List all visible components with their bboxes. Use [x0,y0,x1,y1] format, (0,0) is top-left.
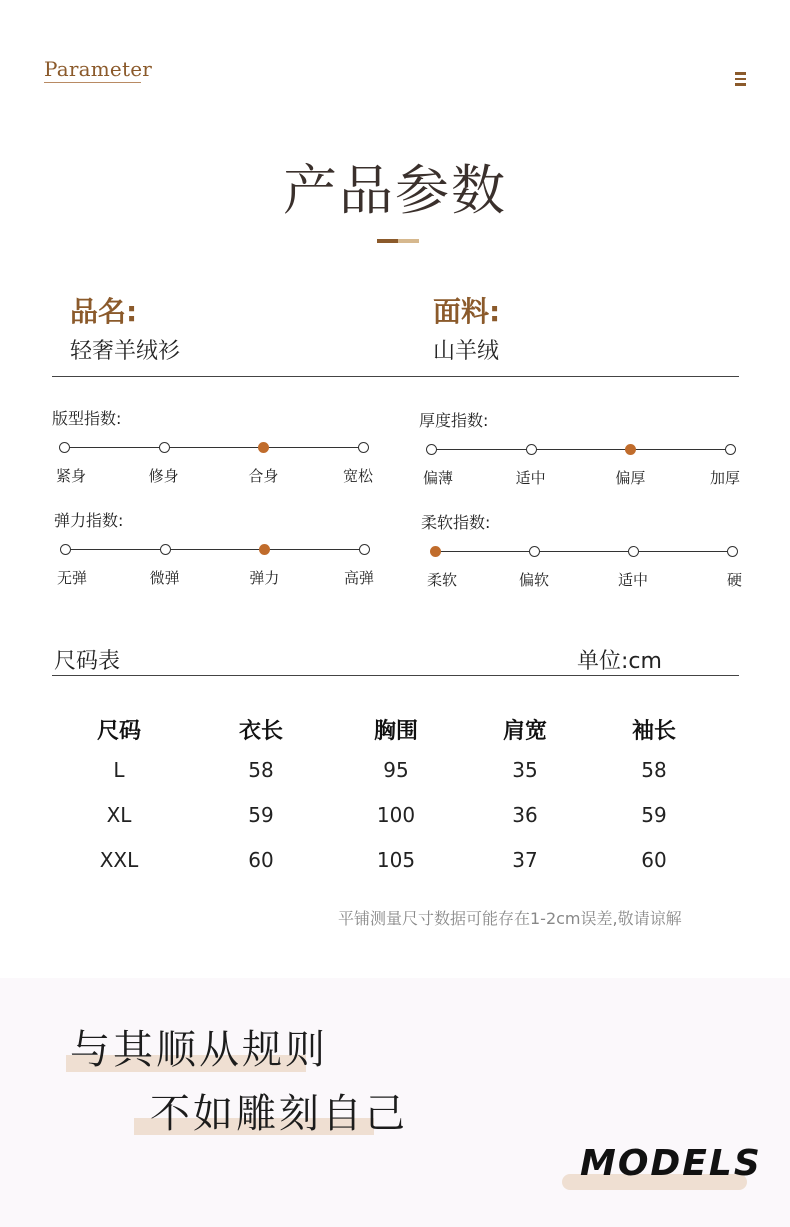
elasticity-option-dot [60,544,71,555]
thickness-option-dot [526,444,537,455]
header-length: 衣长 [238,719,283,744]
fit-index-scale [56,447,374,485]
cell-length: 59 [248,803,274,827]
fabric-value: 山羊绒 [433,339,500,364]
softness-option-label: 偏软 [519,571,550,589]
softness-option-dot [628,546,639,557]
softness-option-dot [430,546,441,557]
cell-shoulder: 35 [512,758,538,782]
cell-chest: 95 [383,758,409,782]
header-size: 尺码 [96,719,141,744]
header-chest: 胸围 [373,719,418,744]
fit-option-dot [358,442,369,453]
header-sleeve: 袖长 [631,719,676,744]
cell-size: XXL [99,848,139,872]
thickness-index-scale [423,449,741,487]
elasticity-option-label: 无弹 [57,569,88,587]
thickness-option-dot [426,444,437,455]
softness-index-title: 柔软指数: [421,513,491,532]
size-chart-title: 尺码表 [54,649,121,674]
fit-option-dot [258,442,269,453]
cell-shoulder: 36 [512,803,538,827]
product-name-value: 轻奢羊绒衫 [70,339,181,364]
cell-chest: 100 [376,803,416,827]
measurement-note: 平铺测量尺寸数据可能存在1-2cm误差,敬请谅解 [338,909,682,928]
cell-length: 60 [248,848,274,872]
elasticity-option-dot [259,544,270,555]
elasticity-index-title: 弹力指数: [54,511,124,530]
cell-length: 58 [248,758,274,782]
header-shoulder: 肩宽 [502,719,547,744]
page-title: 产品参数 [283,159,507,222]
elasticity-option-label: 高弹 [344,569,375,587]
cell-size: XL [106,803,132,827]
cell-shoulder: 37 [512,848,538,872]
softness-option-dot [529,546,540,557]
brand-underline [44,82,141,83]
thickness-option-dot [725,444,736,455]
softness-option-label: 适中 [618,571,649,589]
thickness-option-label: 加厚 [710,469,741,487]
size-chart-unit: 单位:cm [577,649,662,674]
fabric-label: 面料: [433,295,501,328]
thickness-option-label: 偏薄 [423,469,454,487]
menu-icon[interactable] [735,72,746,86]
softness-option-label: 柔软 [427,571,458,589]
fit-option-label: 紧身 [56,467,87,485]
elasticity-option-label: 弹力 [249,569,280,587]
cell-sleeve: 59 [641,803,667,827]
softness-option-dot [727,546,738,557]
thickness-option-dot [625,444,636,455]
fit-option-label: 修身 [148,467,179,485]
cell-sleeve: 58 [641,758,667,782]
softness-index-scale [427,551,743,589]
fit-option-dot [59,442,70,453]
thickness-option-label: 适中 [515,469,546,487]
softness-option-label: 硬 [727,571,743,589]
title-accent-bar [377,239,419,243]
cell-size: L [113,758,125,782]
brand-label: Parameter [44,57,153,81]
fit-option-label: 合身 [248,467,279,485]
thickness-option-label: 偏厚 [615,469,646,487]
thickness-index-title: 厚度指数: [419,411,489,430]
slogan-line-1: 与其顺从规则 [70,1027,328,1073]
info-divider [52,376,739,377]
slogan-line-2: 不如雕刻自己 [150,1091,408,1137]
elasticity-option-dot [160,544,171,555]
size-chart-divider [52,675,739,676]
models-label: MODELS [580,1143,762,1184]
fit-option-label: 宽松 [343,467,374,485]
product-name-label: 品名: [70,295,138,328]
fit-index-title: 版型指数: [52,409,122,428]
elasticity-index-scale [57,549,375,587]
elasticity-option-label: 微弹 [149,569,180,587]
cell-sleeve: 60 [641,848,667,872]
cell-chest: 105 [376,848,416,872]
fit-option-dot [159,442,170,453]
elasticity-option-dot [359,544,370,555]
